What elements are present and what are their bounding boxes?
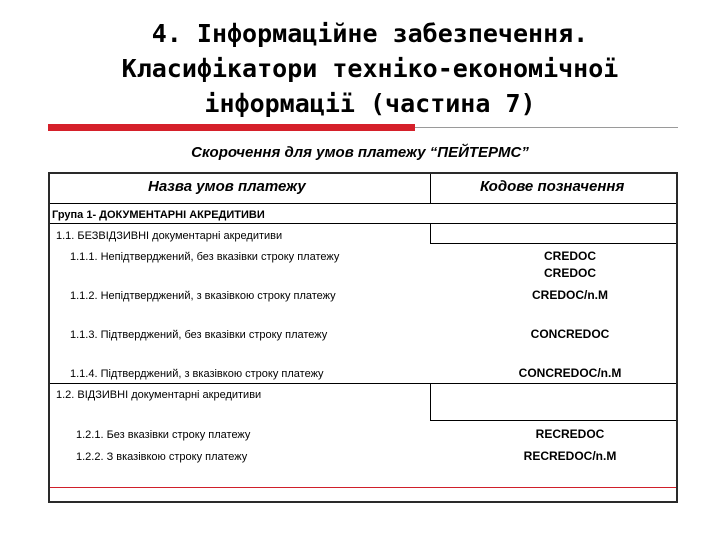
title-line-1: 4. Інформаційне забезпечення. <box>151 19 589 48</box>
row-1-1-2-code: CREDOC/n.M <box>532 288 608 302</box>
section2-divider-bottom <box>430 420 676 421</box>
column-divider-top <box>430 174 431 204</box>
row-1-1-1-code-a: CREDOC <box>543 249 596 263</box>
payment-terms-table <box>48 172 678 503</box>
title-underline-red <box>48 124 415 131</box>
header-name: Назва умов платежу <box>148 178 306 195</box>
section1-divider <box>430 243 676 244</box>
table-bottom-red-rule <box>50 487 676 488</box>
title-line-3: інформації (частина 7) <box>204 89 536 118</box>
group-label: Група 1- ДОКУМЕНТАРНІ АКРЕДИТИВИ <box>52 209 265 221</box>
row-1-2-1-code: RECREDOC <box>535 427 605 441</box>
row-1-2-2-name: 1.2.2. З вказівкою строку платежу <box>76 451 248 463</box>
row-1-1-3-name: 1.1.3. Підтверджений, без вказівки строку платежу <box>70 329 328 341</box>
section1-code-box-top <box>430 223 431 243</box>
row-1-1-2-name: 1.1.2. Непідтверджений, з вказівкою строку платежу <box>70 290 336 302</box>
slide-title <box>40 16 700 121</box>
row-1-1-4-code: CONCREDOC/n.M <box>518 366 622 380</box>
row-1-1-4-name: 1.1.4. Підтверджений, з вказівкою строку платежу <box>70 368 324 380</box>
row-1-1-1-name: 1.1.1. Непідтверджений, без вказівки строку платежу <box>70 251 340 263</box>
section2-code-box <box>430 383 431 420</box>
section-label-irrevocable: 1.1. БЕЗВІДЗИВНІ документарні акредитиви <box>56 230 283 242</box>
row-1-2-1-name: 1.2.1. Без вказівки строку платежу <box>76 429 251 441</box>
section-label-revocable: 1.2. ВІДЗИВНІ документарні акредитиви <box>56 389 262 401</box>
row-1-1-3-code: CONCREDOC <box>530 327 610 341</box>
title-line-2: Класифікатори техніко-економічної <box>121 54 619 83</box>
row-1-2-2-code: RECREDOC/n.M <box>523 449 617 463</box>
header-divider <box>50 203 676 204</box>
section2-divider-top <box>50 383 676 384</box>
table-caption: Скорочення для умов платежу “ПЕЙТЕРМС” <box>191 144 529 161</box>
group-divider <box>50 223 676 224</box>
row-1-1-1-code-b: CREDOC <box>543 266 596 280</box>
header-code: Кодове позначення <box>480 178 625 195</box>
